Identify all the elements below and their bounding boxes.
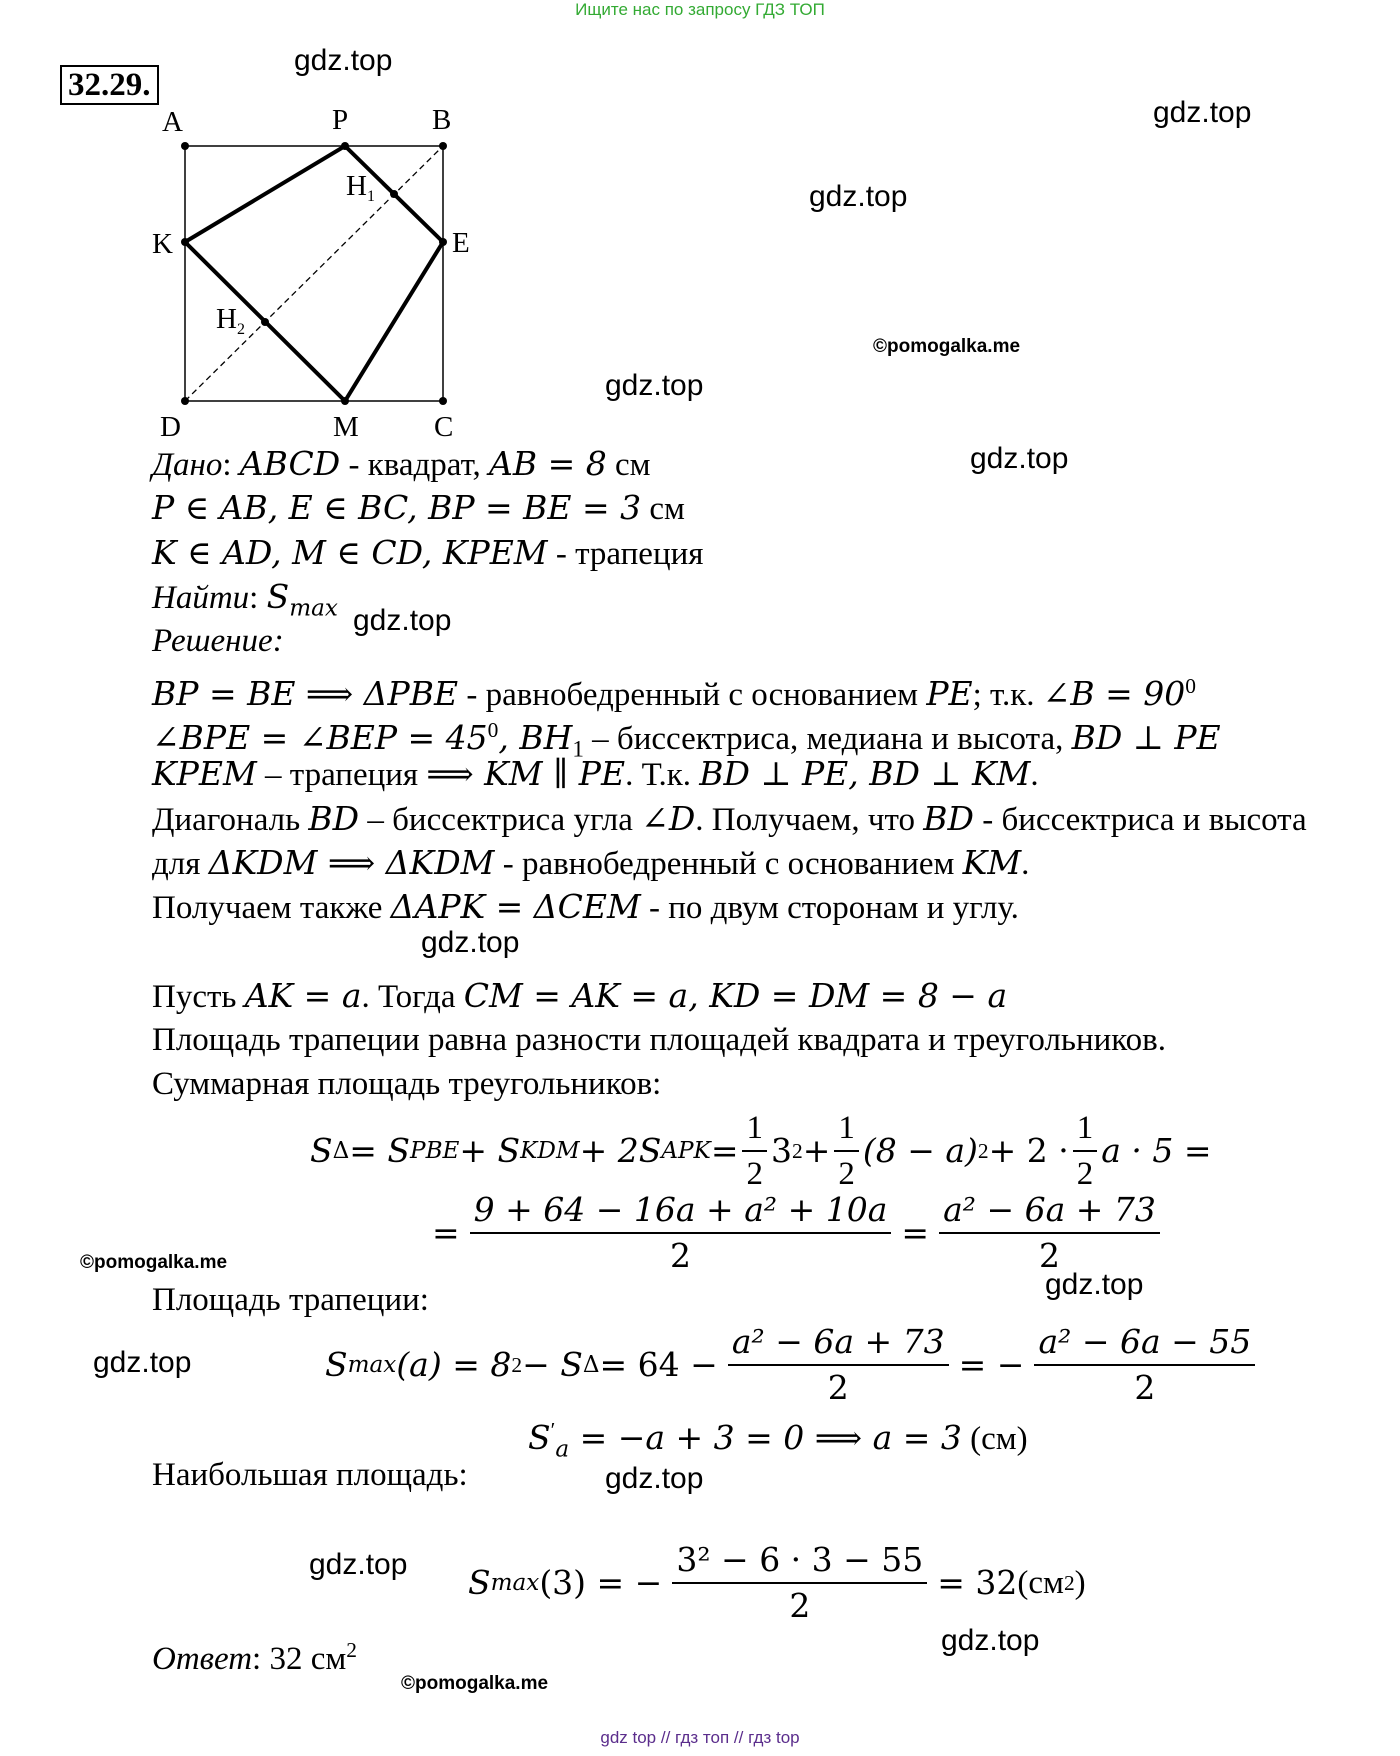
solution-line-11: Наибольшая площадь: <box>152 1457 468 1493</box>
given-line-3: K ∈ AD, M ∈ CD, KPEM - трапеция <box>152 533 704 572</box>
equation-triangles-simplified: = $\frac{\text{9 + 64 − 16a + a² + 10a}}{2}$ = $\frac{\text{a² − 6a + 73}}{2}$ <box>432 1190 1170 1276</box>
watermark-gdz: gdz.top <box>605 1462 704 1495</box>
problem-number: 32.29. <box>60 65 159 105</box>
footer-link-gdz-top-ru[interactable]: гдз топ <box>675 1728 730 1747</box>
solution-line-6: Получаем также ΔAPK = ΔCEM - по двум сторонам и углу. <box>152 887 1019 926</box>
label-h2: $H_2$ <box>216 303 245 338</box>
watermark-pomogalka: ©pomogalka.me <box>80 1252 228 1273</box>
label-p: P <box>332 104 349 136</box>
watermark-gdz: gdz.top <box>353 604 452 637</box>
label-k: K <box>152 228 173 260</box>
watermark-pomogalka: ©pomogalka.me <box>873 336 1021 357</box>
watermark-gdz: gdz.top <box>605 369 704 402</box>
footer-links: gdz top // гдз топ // гдз top <box>600 1728 800 1747</box>
watermark-gdz: gdz.top <box>941 1624 1040 1657</box>
equation-derivative: $S'_a = -a + 3 = 0$ ⟹ a = 3 (см) <box>528 1418 1028 1463</box>
label-d: D <box>160 411 181 443</box>
label-h1: $H_1$ <box>346 170 375 205</box>
watermark-gdz: gdz.top <box>421 926 520 959</box>
equation-triangles-sum: S Δ = S PBE + S KDM + 2S APK = $\frac{1}{2}$ 3 2 + $\frac{1}{2}$ (8 − a) 2 + 2 · $\frac{1}{2}$ a · 5 = <box>310 1110 1212 1192</box>
diagonal-bd <box>185 146 443 401</box>
given-line-1: Дано: ABCD - квадрат, AB = 8 см <box>152 444 651 483</box>
top-banner[interactable]: Ищите нас по запросу ГДЗ ТОП <box>575 0 825 19</box>
watermark-gdz: gdz.top <box>1045 1268 1144 1301</box>
watermark-gdz: gdz.top <box>1153 96 1252 129</box>
solution-line-4: Диагональ BD – биссектриса угла ∠D. Получаем, что BD - биссектриса и высота <box>152 799 1307 838</box>
solution-line-1: BP = BE ⟹ ΔPBE - равнобедренный с основанием PE; т.к. ∠B = $90^0$ <box>152 674 1197 713</box>
solution-line-8: Площадь трапеции равна разности площадей квадрата и треугольников. <box>152 1022 1166 1058</box>
answer-line: Ответ: 32 $см^2$ <box>152 1638 357 1677</box>
equation-max-area: S max (3) = − $\frac{\text{3² − 6 · 3 − 55}}{2}$ = 32 (см 2 ) <box>468 1540 1086 1625</box>
given-line-2: P ∈ AB, E ∈ BC, BP = BE = 3 см <box>152 488 685 527</box>
watermark-gdz: gdz.top <box>309 1548 408 1581</box>
footer-link-gdz-top-mixed[interactable]: гдз top <box>748 1728 800 1747</box>
watermark-gdz: gdz.top <box>294 44 393 77</box>
watermark-pomogalka: ©pomogalka.me <box>401 1673 549 1694</box>
solution-line-7: Пусть AK = a. Тогда CM = AK = a, KD = DM = 8 − a <box>152 976 1008 1015</box>
label-b: B <box>432 104 452 136</box>
watermark-gdz: gdz.top <box>809 180 908 213</box>
solution-line-3: KPEM – трапеция ⟹ KM ∥ PE. Т.к. BD ⊥ PE, BD ⊥ KM. <box>152 754 1039 793</box>
solution-line-10: Площадь трапеции: <box>152 1282 429 1318</box>
equation-trapezoid-area: S max (a) = 8 2 − S Δ = 64 − $\frac{\text{a² − 6a + 73}}{2}$ = − $\frac{\text{a² − 6a − 55}}{2}$ <box>325 1322 1265 1408</box>
find-line: Найти: $S_{max}$ <box>152 577 338 622</box>
label-m: M <box>333 411 359 443</box>
watermark-gdz: gdz.top <box>970 442 1069 475</box>
label-e: E <box>452 227 470 259</box>
label-c: C <box>434 411 454 443</box>
solution-line-2: ∠BPE = ∠BEP = $45^0$, $BH_1$ – биссектриса, медиана и высота, BD ⊥ PE <box>152 718 1221 762</box>
solution-line-9: Суммарная площадь треугольников: <box>152 1066 662 1102</box>
watermark-gdz: gdz.top <box>93 1346 192 1379</box>
footer-link-gdz-top[interactable]: gdz top <box>600 1728 657 1747</box>
geometry-figure <box>140 95 480 445</box>
solution-line-5: для ΔKDM ⟹ ΔKDM - равнобедренный с основанием KM. <box>152 843 1030 882</box>
solution-label: Решение: <box>152 623 284 659</box>
label-a: A <box>162 106 183 138</box>
